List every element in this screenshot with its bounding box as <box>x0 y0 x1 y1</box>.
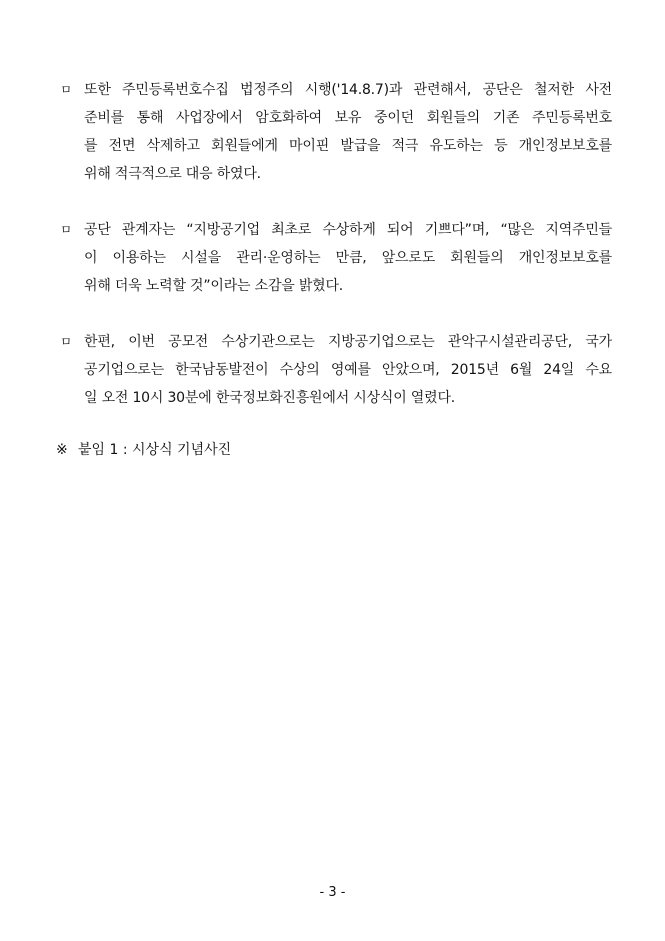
paragraph-3 <box>56 328 612 412</box>
paragraph-line: 한편, 이번 공모전 수상기관으로는 지방공기업으로는 관악구시설관리공단, 국가 <box>84 334 612 350</box>
paragraph-line: 일 오전 10시 30분에 한국정보화진흥원에서 시상식이 열렸다. <box>84 390 456 406</box>
attachment-note-text: 붙임 1 : 시상식 기념사진 <box>78 442 232 458</box>
paragraph-1 <box>56 76 612 188</box>
paragraph-2 <box>56 216 612 300</box>
square-bullet-icon: ㅁ <box>60 83 72 97</box>
paragraph-line: 이 이용하는 시설을 관리·운영하는 만큼, 앞으로도 회원들의 개인정보보호를 <box>84 250 612 266</box>
square-bullet-icon: ㅁ <box>60 223 72 237</box>
page-number: - 3 - <box>319 885 346 900</box>
paragraph-line: 공기업으로는 한국남동발전이 수상의 영예를 안았으며, 2015년 6월 24일 수요 <box>84 362 612 378</box>
paragraph-line: 를 전면 삭제하고 회원들에게 마이핀 발급을 적극 유도하는 등 개인정보보호를 <box>84 138 612 154</box>
paragraph-line: 공단 관계자는 “지방공기업 최초로 수상하게 되어 기쁘다”며, “많은 지역주민들 <box>84 222 612 238</box>
reference-mark-icon: ※ <box>56 442 68 458</box>
paragraph-line: 위해 적극적으로 대응 하였다. <box>84 166 261 182</box>
paragraph-line: 또한 주민등록번호수집 법정주의 시행('14.8.7)과 관련해서, 공단은 철저한 사전 <box>84 82 612 98</box>
square-bullet-icon: ㅁ <box>60 335 72 349</box>
paragraph-line: 준비를 통해 사업장에서 암호화하여 보유 중이던 회원들의 기존 주민등록번호 <box>84 110 612 126</box>
paragraph-line: 위해 더욱 노력할 것”이라는 소감을 밝혔다. <box>84 278 344 294</box>
attachment-note <box>56 436 231 464</box>
